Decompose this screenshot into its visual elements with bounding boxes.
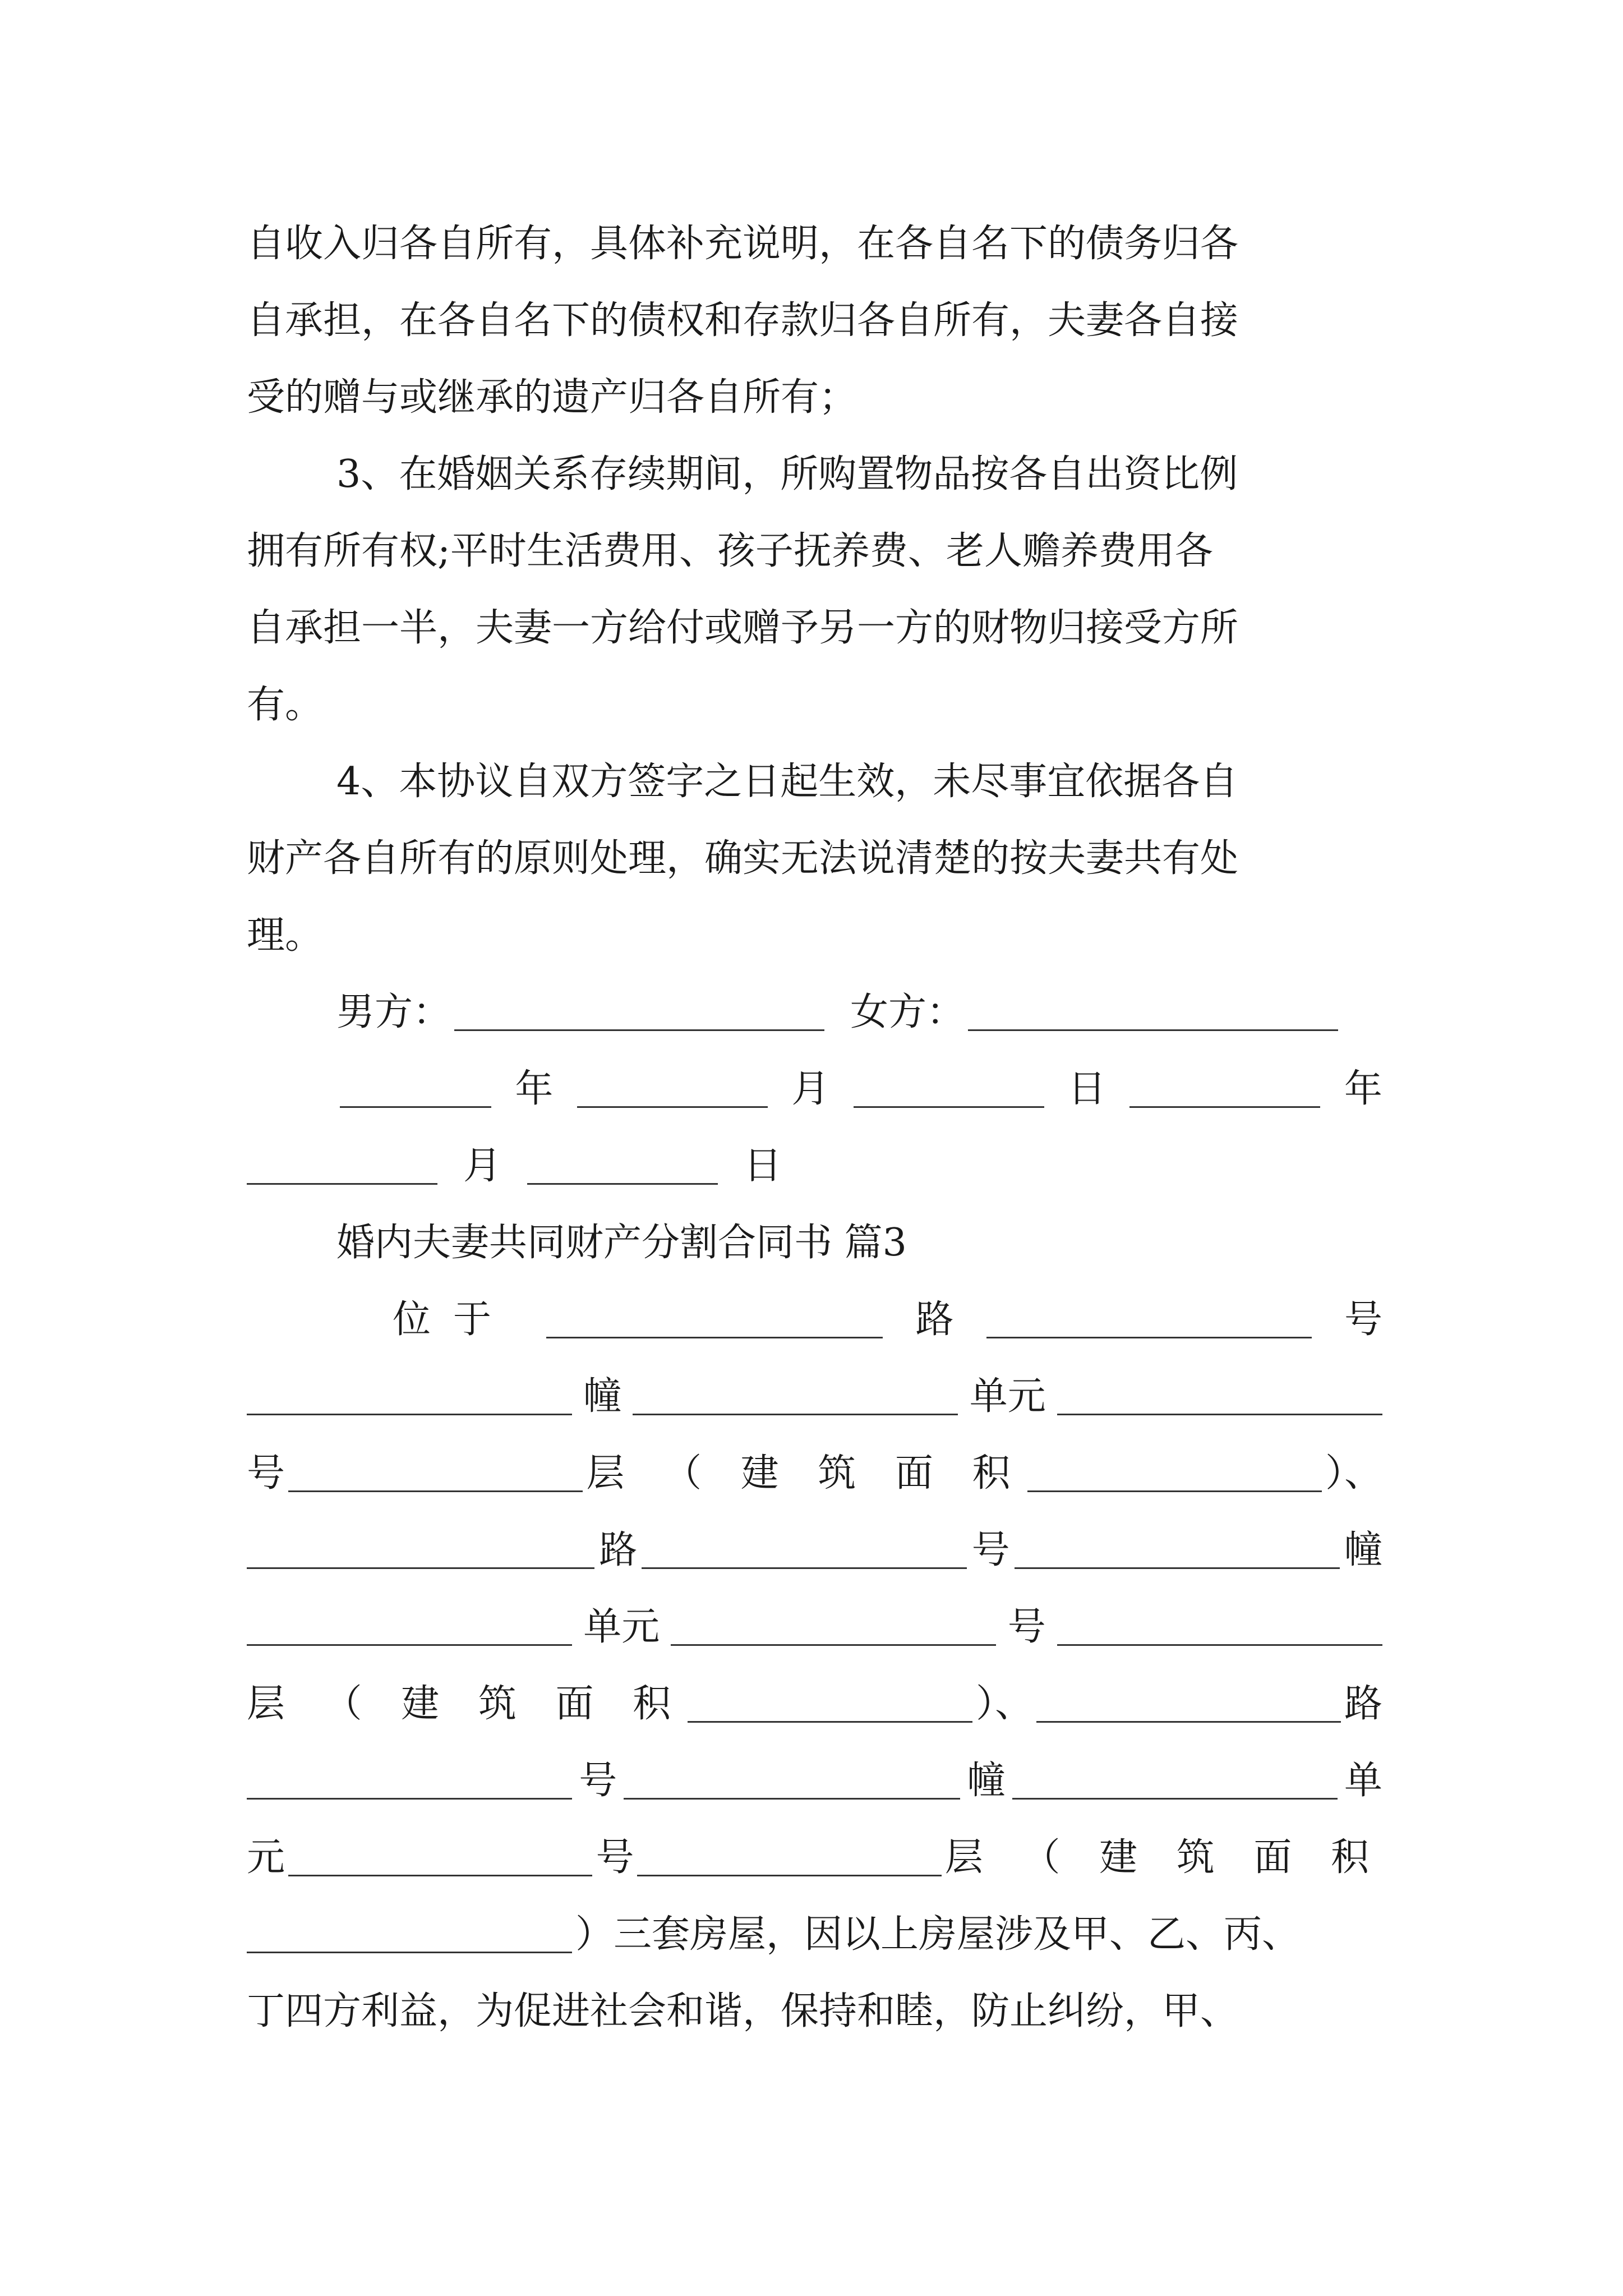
paragraph-text: 受的赠与或继承的遗产归各自所有； bbox=[247, 375, 857, 420]
unit-label: 元 bbox=[247, 1835, 285, 1880]
text-line bbox=[336, 754, 1382, 810]
month-label: 月 bbox=[463, 1144, 502, 1188]
signature-line bbox=[336, 984, 1382, 1041]
text-line bbox=[247, 831, 1382, 887]
number-field[interactable] bbox=[671, 1609, 996, 1646]
section-title: 婚内夫妻共同财产分割合同书 篇3 bbox=[336, 1221, 907, 1265]
year-label: 年 bbox=[1344, 1067, 1382, 1111]
form-line bbox=[393, 1292, 1382, 1348]
building-label: 幢 bbox=[967, 1759, 1006, 1803]
paragraph-text: 自承担一半，夫妻一方给付或赠予另一方的财物归接受方所 bbox=[247, 606, 1239, 650]
female-label: 女方： bbox=[850, 990, 965, 1034]
unit-field[interactable] bbox=[633, 1379, 958, 1415]
paragraph-text: 4、本协议自双方签字之日起生效，未尽事宜依据各自 bbox=[336, 760, 1238, 804]
number-label: 号 bbox=[247, 1451, 285, 1496]
text-line bbox=[247, 523, 1382, 579]
building-label: 幢 bbox=[583, 1374, 622, 1419]
unit-field[interactable] bbox=[247, 1609, 572, 1646]
text-line bbox=[247, 216, 1382, 272]
floor-area-label: 层 （ 建 筑 面 积 bbox=[586, 1451, 1024, 1496]
unit-field[interactable] bbox=[1012, 1763, 1338, 1800]
text-line bbox=[247, 1984, 1402, 2040]
number-label: 号 bbox=[971, 1528, 1010, 1572]
day-label: 日 bbox=[744, 1144, 782, 1188]
separator: ）、 bbox=[976, 1682, 1034, 1726]
number-field[interactable] bbox=[1057, 1379, 1382, 1415]
building-field[interactable] bbox=[1015, 1533, 1340, 1569]
building-field[interactable] bbox=[624, 1763, 960, 1800]
form-line bbox=[247, 1369, 1382, 1425]
day-label: 日 bbox=[1068, 1067, 1106, 1111]
year-field[interactable] bbox=[340, 1071, 491, 1108]
road-field[interactable] bbox=[247, 1533, 594, 1569]
road-field[interactable] bbox=[1036, 1686, 1341, 1723]
unit-label: 单元 bbox=[583, 1605, 660, 1649]
female-signature-field[interactable] bbox=[968, 995, 1338, 1031]
paragraph-text: 理。 bbox=[247, 913, 324, 958]
floor-area-label: 层 （ 建 筑 面 积 bbox=[944, 1835, 1382, 1880]
number-field[interactable] bbox=[247, 1763, 572, 1800]
number-field[interactable] bbox=[642, 1533, 967, 1569]
unit-label: 单 bbox=[1344, 1759, 1382, 1803]
number-label: 号 bbox=[1007, 1605, 1046, 1649]
separator: ）、 bbox=[1325, 1451, 1382, 1496]
area-field[interactable] bbox=[688, 1686, 972, 1723]
male-label: 男方： bbox=[336, 990, 451, 1034]
paragraph-text: 有。 bbox=[247, 683, 324, 727]
road-field[interactable] bbox=[546, 1302, 883, 1338]
floor-area-label: 层 （ 建 筑 面 积 bbox=[247, 1682, 685, 1726]
year-label: 年 bbox=[515, 1067, 554, 1111]
number-field[interactable] bbox=[986, 1302, 1312, 1338]
male-signature-field[interactable] bbox=[454, 995, 824, 1031]
number-label: 号 bbox=[1344, 1297, 1382, 1342]
number-label: 号 bbox=[579, 1759, 617, 1803]
day-field[interactable] bbox=[854, 1071, 1044, 1108]
date-line bbox=[247, 1138, 1382, 1194]
form-line bbox=[247, 1676, 1382, 1732]
form-line bbox=[247, 1907, 1402, 1963]
text-line bbox=[247, 600, 1382, 656]
text-line bbox=[247, 370, 1382, 426]
paragraph-text: 财产各自所有的原则处理，确实无法说清楚的按夫妻共有处 bbox=[247, 836, 1239, 881]
located-at-label: 位于 bbox=[393, 1297, 514, 1342]
road-label: 路 bbox=[915, 1297, 954, 1342]
month-label: 月 bbox=[791, 1067, 830, 1111]
unit-label: 单元 bbox=[969, 1374, 1046, 1419]
paragraph-text: ）三套房屋，因以上房屋涉及甲、乙、丙、 bbox=[575, 1912, 1301, 1957]
area-field[interactable] bbox=[1027, 1456, 1322, 1492]
floor-field[interactable] bbox=[288, 1456, 583, 1492]
text-line bbox=[336, 447, 1382, 503]
form-line bbox=[247, 1446, 1382, 1502]
floor-field[interactable] bbox=[1057, 1609, 1382, 1646]
building-label: 幢 bbox=[1344, 1528, 1382, 1572]
road-label: 路 bbox=[599, 1528, 638, 1572]
month-field[interactable] bbox=[577, 1071, 768, 1108]
road-label: 路 bbox=[1344, 1682, 1382, 1726]
number-field[interactable] bbox=[288, 1840, 592, 1876]
text-line bbox=[247, 908, 1382, 964]
paragraph-text: 丁四方利益，为促进社会和谐，保持和睦，防止纠纷，甲、 bbox=[247, 1989, 1239, 2033]
year-field[interactable] bbox=[1129, 1071, 1320, 1108]
day-field[interactable] bbox=[527, 1148, 718, 1185]
paragraph-text: 3、在婚姻关系存续期间，所购置物品按各自出资比例 bbox=[336, 452, 1238, 496]
building-field[interactable] bbox=[247, 1379, 572, 1415]
number-label: 号 bbox=[596, 1835, 634, 1880]
form-line bbox=[247, 1830, 1382, 1886]
date-line bbox=[336, 1061, 1382, 1117]
form-line bbox=[247, 1599, 1382, 1655]
text-line bbox=[247, 293, 1382, 349]
floor-field[interactable] bbox=[637, 1840, 941, 1876]
paragraph-text: 自承担，在各自名下的债权和存款归各自所有，夫妻各自接 bbox=[247, 298, 1239, 343]
area-field[interactable] bbox=[247, 1917, 572, 1953]
form-line bbox=[247, 1753, 1382, 1809]
paragraph-text: 自收入归各自所有，具体补充说明，在各自名下的债务归各 bbox=[247, 222, 1239, 266]
paragraph-text: 拥有所有权;平时生活费用、孩子抚养费、老人赡养费用各 bbox=[247, 529, 1213, 573]
form-line bbox=[247, 1522, 1382, 1579]
month-field[interactable] bbox=[247, 1148, 437, 1185]
section-heading bbox=[336, 1215, 1382, 1271]
text-line bbox=[247, 677, 1382, 733]
